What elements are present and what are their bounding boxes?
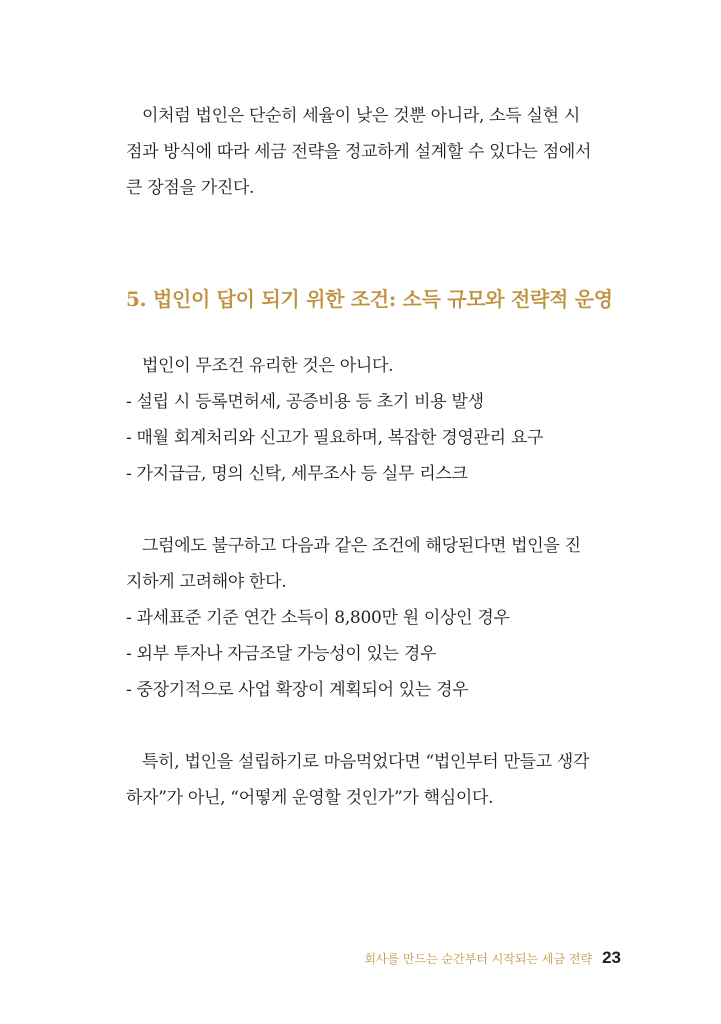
list-item: - 매월 회계처리와 신고가 필요하며, 복잡한 경영관리 요구 (126, 428, 544, 448)
list-item: - 과세표준 기준 연간 소득이 8,800만 원 이상인 경우 (126, 608, 510, 628)
footer-book-title: 회사를 만드는 순간부터 시작되는 세금 전략 (364, 951, 593, 966)
paragraph-3-text: 그럼에도 불구하고 다음과 같은 조건에 해당된다면 법인을 진지하게 고려해야 한다. (126, 536, 581, 592)
body-paragraph-4 (126, 744, 596, 816)
section-heading: 5. 법인이 답이 되기 위한 조건: 소득 규모와 전략적 운영 (126, 287, 613, 311)
page-footer (364, 946, 621, 970)
paragraph-1-text: 이처럼 법인은 단순히 세율이 낮은 것뿐 아니라, 소득 실현 시점과 방식에 따라 세금 전략을 정교하게 설계할 수 있다는 점에서 큰 장점을 가진다. (126, 106, 592, 198)
body-paragraph-1 (126, 98, 596, 206)
paragraph-2-text: 법인이 무조건 유리한 것은 아니다. (142, 356, 394, 376)
body-paragraph-2 (126, 348, 393, 384)
list-item: - 외부 투자나 자금조달 가능성이 있는 경우 (126, 644, 437, 664)
list-item: - 설립 시 등록면허세, 공증비용 등 초기 비용 발생 (126, 392, 484, 412)
body-paragraph-3 (126, 528, 596, 600)
list-item: - 가지급금, 명의 신탁, 세무조사 등 실무 리스크 (126, 464, 468, 484)
paragraph-4-text: 특히, 법인을 설립하기로 마음먹었다면 “법인부터 만들고 생각하자”가 아닌, “어떻게 운영할 것인가”가 핵심이다. (126, 752, 590, 808)
list-item: - 중장기적으로 사업 확장이 계획되어 있는 경우 (126, 680, 469, 700)
page-number: 23 (602, 948, 621, 967)
